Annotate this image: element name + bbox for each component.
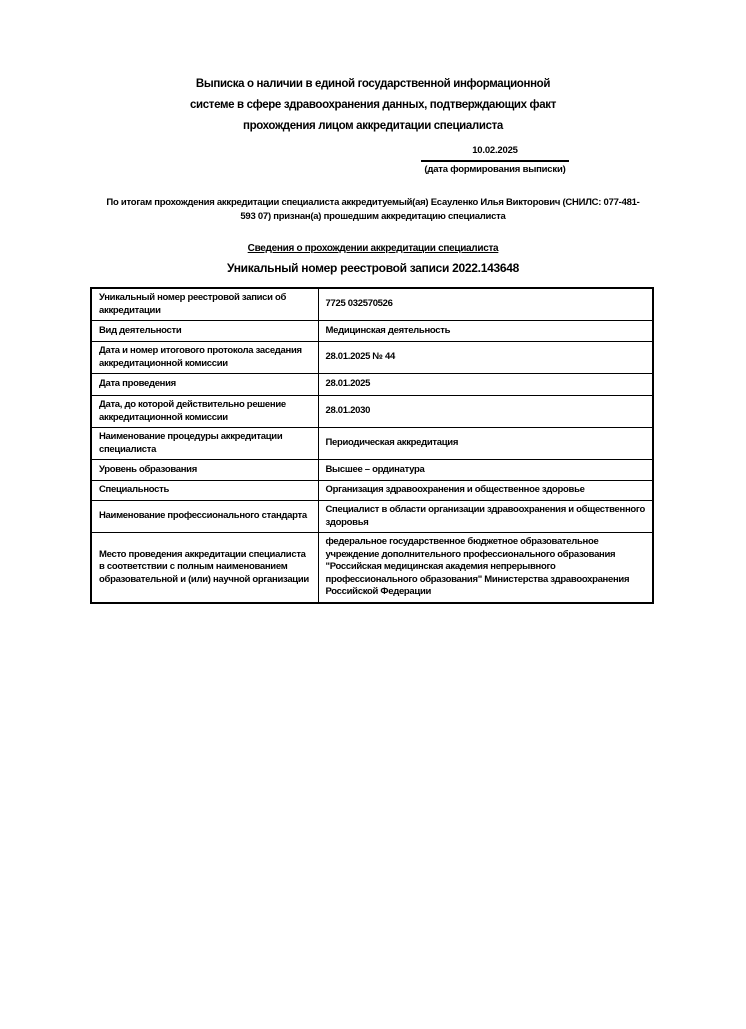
- row-label: Специальность: [91, 481, 318, 501]
- table-row-professional-standard: [91, 501, 653, 533]
- section-heading: Сведения о прохождении аккредитации специалиста: [247, 243, 499, 254]
- intro-paragraph: [85, 196, 661, 224]
- document-title-line-3: прохождения лицом аккредитации специалиста: [243, 120, 503, 132]
- row-label: Наименование профессионального стандарта: [91, 501, 318, 533]
- registry-number-heading: Уникальный номер реестровой записи 2022.143648: [227, 261, 519, 275]
- row-label: Уникальный номер реестровой записи об аккредитации: [91, 288, 318, 321]
- row-value: 28.01.2025: [318, 374, 653, 396]
- table-row-valid-until-date: [91, 396, 653, 428]
- row-label: Вид деятельности: [91, 321, 318, 342]
- table-row-protocol-date-number: [91, 342, 653, 374]
- row-label: Дата проведения: [91, 374, 318, 396]
- table-row-education-level: [91, 460, 653, 481]
- row-value: Высшее – ординатура: [318, 460, 653, 481]
- row-label: Дата и номер итогового протокола заседания аккредитационной комиссии: [91, 342, 318, 374]
- issue-date-value: 10.02.2025: [421, 144, 569, 162]
- table-row-accreditation-place: [91, 533, 653, 603]
- table-row-procedure-name: [91, 428, 653, 460]
- table-row-event-date: [91, 374, 653, 396]
- issue-date-block: [421, 144, 569, 176]
- document-title-line-2: системе в сфере здравоохранения данных, подтверждающих факт: [190, 99, 556, 111]
- issue-date-caption: (дата формирования выписки): [424, 164, 566, 175]
- row-value: 7725 032570526: [318, 288, 653, 321]
- row-value: 28.01.2030: [318, 396, 653, 428]
- intro-paragraph-line-1: По итогам прохождения аккредитации специалиста аккредитуемый(ая) Есауленко Илья Викторович (СНИЛС: 077-481-: [106, 197, 640, 208]
- accreditation-table-body: [91, 288, 653, 603]
- document-title-line-1: Выписка о наличии в единой государственной информационной: [195, 78, 551, 90]
- intro-paragraph-line-2: 593 07) признан(а) прошедшим аккредитацию специалиста: [240, 211, 506, 222]
- row-value: Специалист в области организации здравоохранения и общественного здоровья: [318, 501, 653, 533]
- row-value: Медицинская деятельность: [318, 321, 653, 342]
- table-row-specialty: [91, 481, 653, 501]
- document-title: [90, 74, 656, 137]
- accreditation-details-table: [90, 287, 654, 604]
- row-label: Дата, до которой действительно решение аккредитационной комиссии: [91, 396, 318, 428]
- row-label: Уровень образования: [91, 460, 318, 481]
- row-value: федеральное государственное бюджетное образовательное учреждение дополнительного профессионального образования "Российская медицинская академия непрерывного профессионального образования" Министерства здравоохранения Российской Федерации: [318, 533, 653, 603]
- table-row-activity-type: [91, 321, 653, 342]
- table-row-registry-number: [91, 288, 653, 321]
- row-label: Место проведения аккредитации специалиста в соответствии с полным наименованием образовательной и (или) научной организации: [91, 533, 318, 603]
- row-value: Периодическая аккредитация: [318, 428, 653, 460]
- row-value: Организация здравоохранения и общественное здоровье: [318, 481, 653, 501]
- row-label: Наименование процедуры аккредитации специалиста: [91, 428, 318, 460]
- row-value: 28.01.2025 № 44: [318, 342, 653, 374]
